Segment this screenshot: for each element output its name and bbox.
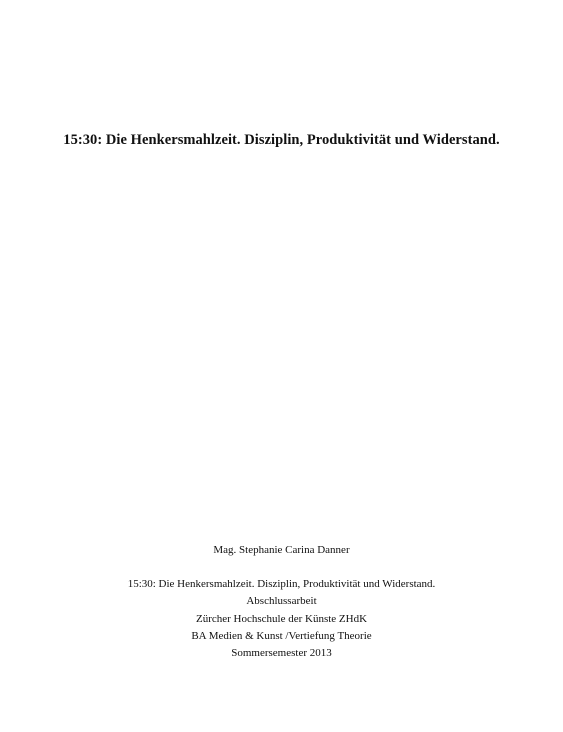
semester-line: Sommersemester 2013 [231, 647, 332, 660]
document-title: 15:30: Die Henkersmahlzeit. Disziplin, Produktivität und Widerstand. [63, 132, 500, 148]
program-line: BA Medien & Kunst /Vertiefung Theorie [191, 629, 372, 642]
thesis-info-block [0, 576, 563, 662]
thesis-type-line: Abschlussarbeit [246, 595, 317, 608]
institution-line: Zürcher Hochschule der Künste ZHdK [195, 612, 368, 625]
thesis-title-line: 15:30: Die Henkersmahlzeit. Disziplin, Produktivität und Widerstand. [127, 578, 436, 590]
author-name: Mag. Stephanie Carina Danner [213, 544, 350, 556]
